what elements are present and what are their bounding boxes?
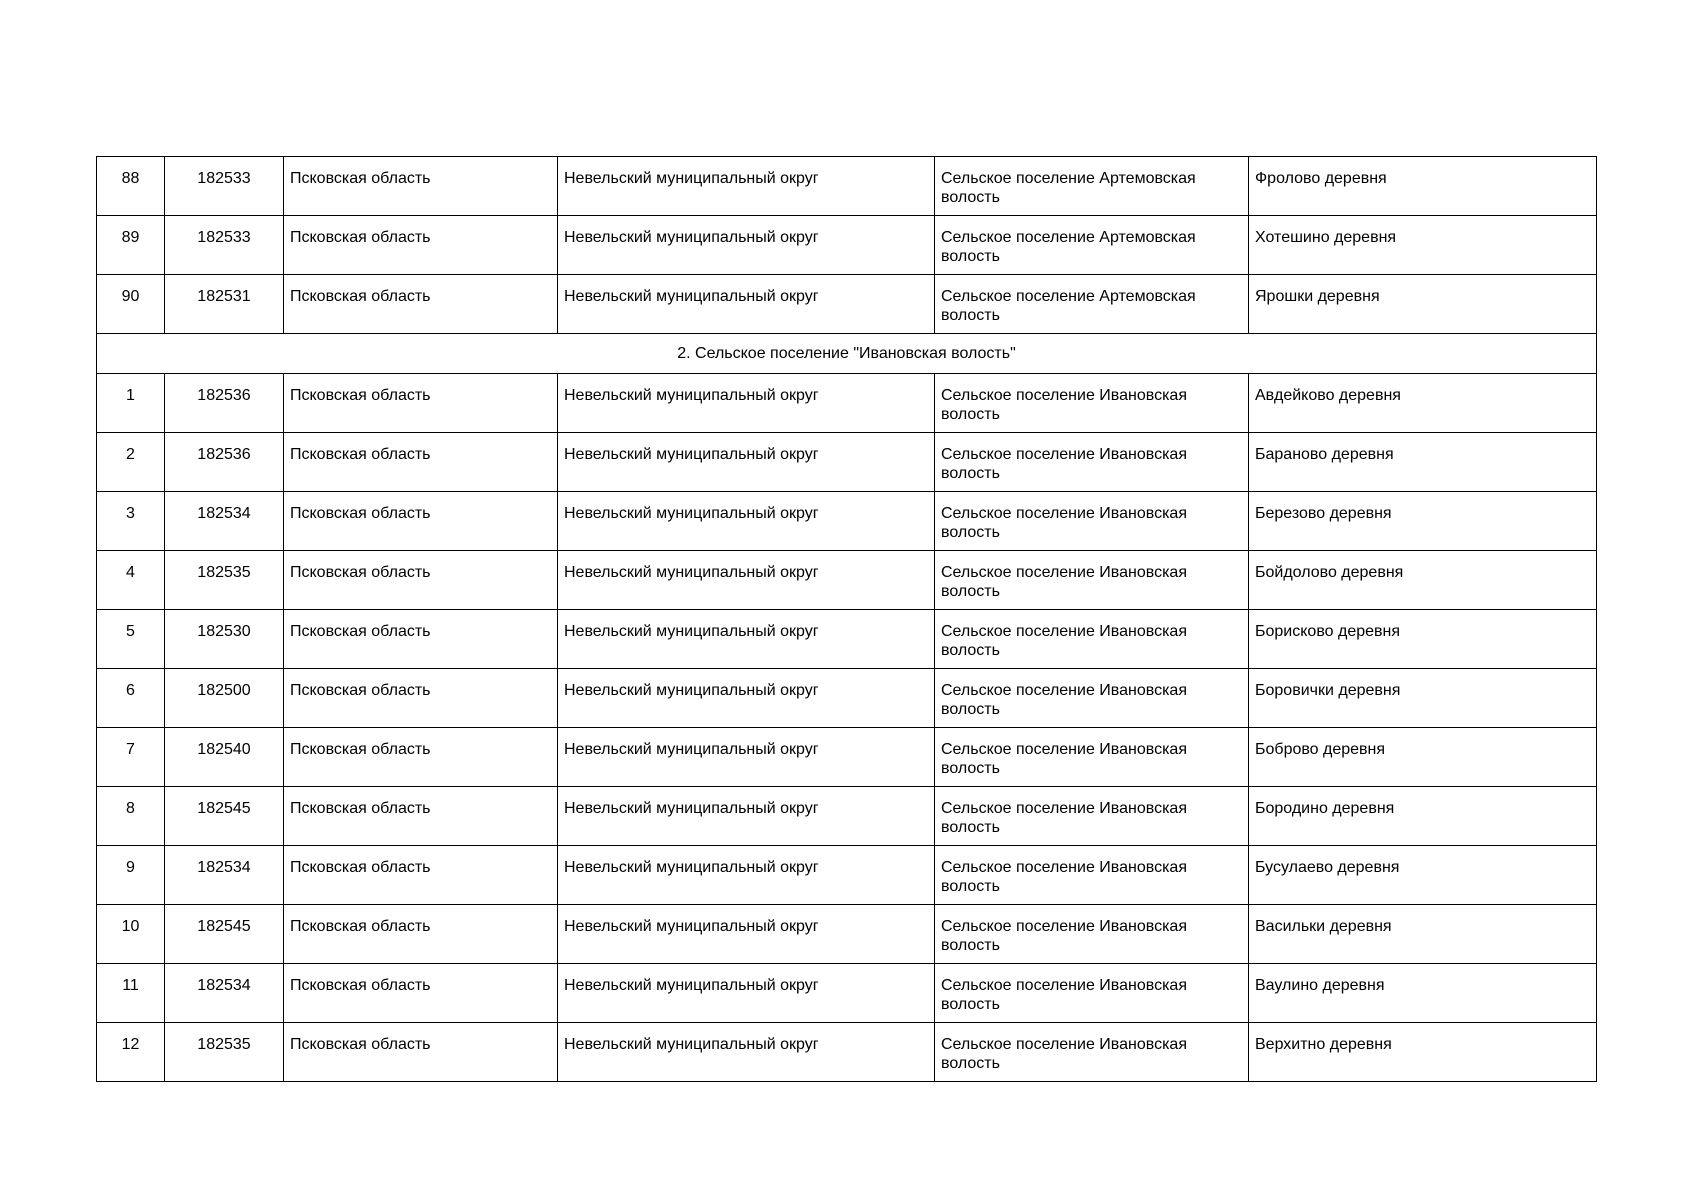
region-cell: Псковская область [284,905,558,964]
table-row [97,728,1597,787]
region-cell: Псковская область [284,374,558,433]
table-row [97,157,1597,216]
locality-cell: Авдейково деревня [1249,374,1597,433]
postal-code-cell: 182536 [165,433,284,492]
settlement-cell: Сельское поселение Ивановская волость [935,846,1249,905]
postal-code-cell: 182534 [165,492,284,551]
postal-code-cell: 182536 [165,374,284,433]
table-body [97,157,1597,1082]
district-cell: Невельский муниципальный округ [558,551,935,610]
settlement-cell: Сельское поселение Ивановская волость [935,669,1249,728]
row-number-cell: 4 [97,551,165,610]
postal-code-cell: 182530 [165,610,284,669]
region-cell: Псковская область [284,669,558,728]
postal-code-cell: 182535 [165,551,284,610]
region-cell: Псковская область [284,551,558,610]
locality-cell: Боровички деревня [1249,669,1597,728]
postal-code-cell: 182534 [165,964,284,1023]
district-cell: Невельский муниципальный округ [558,728,935,787]
table-row [97,846,1597,905]
postal-code-cell: 182500 [165,669,284,728]
row-number-cell: 89 [97,216,165,275]
row-number-cell: 88 [97,157,165,216]
region-cell: Псковская область [284,728,558,787]
postal-code-cell: 182533 [165,157,284,216]
table-row [97,1023,1597,1082]
locality-cell: Хотешино деревня [1249,216,1597,275]
district-cell: Невельский муниципальный округ [558,275,935,334]
table-row [97,551,1597,610]
row-number-cell: 5 [97,610,165,669]
table-row [97,374,1597,433]
postal-code-cell: 182533 [165,216,284,275]
settlement-cell: Сельское поселение Ивановская волость [935,728,1249,787]
row-number-cell: 11 [97,964,165,1023]
locality-cell: Ярошки деревня [1249,275,1597,334]
table-row [97,610,1597,669]
district-cell: Невельский муниципальный округ [558,846,935,905]
postal-code-cell: 182535 [165,1023,284,1082]
postal-code-cell: 182545 [165,787,284,846]
settlement-cell: Сельское поселение Артемовская волость [935,216,1249,275]
row-number-cell: 6 [97,669,165,728]
postal-code-cell: 182540 [165,728,284,787]
settlement-cell: Сельское поселение Артемовская волость [935,275,1249,334]
settlement-cell: Сельское поселение Ивановская волость [935,433,1249,492]
region-cell: Псковская область [284,610,558,669]
table-row [97,964,1597,1023]
region-cell: Псковская область [284,275,558,334]
row-number-cell: 12 [97,1023,165,1082]
settlement-cell: Сельское поселение Ивановская волость [935,1023,1249,1082]
locality-cell: Бойдолово деревня [1249,551,1597,610]
settlement-cell: Сельское поселение Ивановская волость [935,374,1249,433]
region-cell: Псковская область [284,846,558,905]
region-cell: Псковская область [284,492,558,551]
row-number-cell: 9 [97,846,165,905]
settlement-cell: Сельское поселение Ивановская волость [935,610,1249,669]
district-cell: Невельский муниципальный округ [558,492,935,551]
district-cell: Невельский муниципальный округ [558,374,935,433]
district-cell: Невельский муниципальный округ [558,905,935,964]
locality-cell: Верхитно деревня [1249,1023,1597,1082]
row-number-cell: 1 [97,374,165,433]
row-number-cell: 8 [97,787,165,846]
locality-cell: Ваулино деревня [1249,964,1597,1023]
locality-cell: Бородино деревня [1249,787,1597,846]
locality-cell: Бусулаево деревня [1249,846,1597,905]
district-cell: Невельский муниципальный округ [558,433,935,492]
region-cell: Псковская область [284,157,558,216]
postal-code-cell: 182545 [165,905,284,964]
district-cell: Невельский муниципальный округ [558,610,935,669]
settlement-cell: Сельское поселение Ивановская волость [935,964,1249,1023]
district-cell: Невельский муниципальный округ [558,964,935,1023]
locality-cell: Бараново деревня [1249,433,1597,492]
table-row [97,669,1597,728]
locality-cell: Фролово деревня [1249,157,1597,216]
postal-code-cell: 182534 [165,846,284,905]
region-cell: Псковская область [284,787,558,846]
table-row [97,275,1597,334]
district-cell: Невельский муниципальный округ [558,1023,935,1082]
locality-cell: Васильки деревня [1249,905,1597,964]
row-number-cell: 90 [97,275,165,334]
row-number-cell: 10 [97,905,165,964]
row-number-cell: 2 [97,433,165,492]
region-cell: Псковская область [284,433,558,492]
locality-cell: Борисково деревня [1249,610,1597,669]
settlement-cell: Сельское поселение Артемовская волость [935,157,1249,216]
region-cell: Псковская область [284,216,558,275]
section-heading: 2. Сельское поселение "Ивановская волость" [97,334,1597,374]
settlement-cell: Сельское поселение Ивановская волость [935,905,1249,964]
table-row [97,433,1597,492]
settlement-cell: Сельское поселение Ивановская волость [935,787,1249,846]
table-row [97,787,1597,846]
district-cell: Невельский муниципальный округ [558,669,935,728]
localities-table [96,156,1597,1082]
locality-cell: Березово деревня [1249,492,1597,551]
region-cell: Псковская область [284,1023,558,1082]
table-row [97,492,1597,551]
locality-cell: Боброво деревня [1249,728,1597,787]
row-number-cell: 7 [97,728,165,787]
settlement-cell: Сельское поселение Ивановская волость [935,492,1249,551]
district-cell: Невельский муниципальный округ [558,157,935,216]
district-cell: Невельский муниципальный округ [558,787,935,846]
settlement-cell: Сельское поселение Ивановская волость [935,551,1249,610]
row-number-cell: 3 [97,492,165,551]
table-row [97,216,1597,275]
section-heading-row [97,334,1597,374]
table-row [97,905,1597,964]
region-cell: Псковская область [284,964,558,1023]
postal-code-cell: 182531 [165,275,284,334]
district-cell: Невельский муниципальный округ [558,216,935,275]
